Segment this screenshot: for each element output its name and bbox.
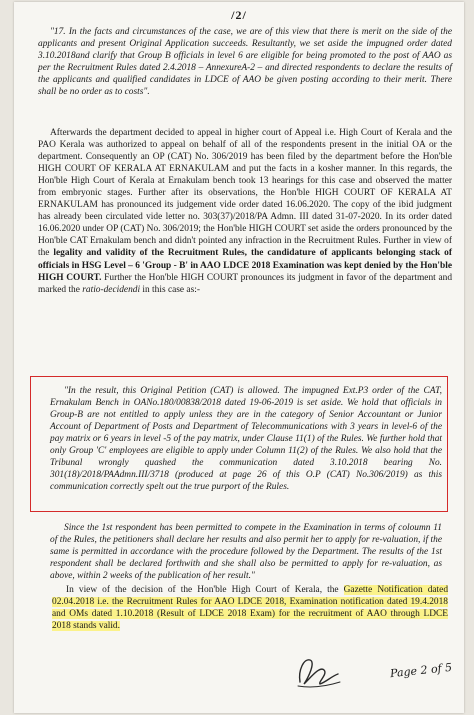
conclusion-plain: In view of the decision of the Hon'ble High Court of Kerala, the (66, 585, 339, 595)
appeal-text-a: Afterwards the department decided to appeal in higher court of Appeal i.e. High Court of Kerala and the PAO Kerala was authorized to appeal on behalf of all of the respondents present in the initial OA or the department. Consequently an OP (CAT) No. 306/2019 has been filed by the department before the Hon'ble HIGH COURT OF KERALA AT ERNAKULAM and put the facts in a kosher manner. In this regards, the Hon'ble High Court of Kerala at Ernakulam bench took 13 hearings for this case and observed the matter from embryonic stages. Further after its observations, the Hon'ble HIGH COURT OF KERALA AT ERNAKULAM has pronounced its judgement vide order dated 16.06.2020. The copy of the ibid judgment has already been circulated vide letter no. 303(37)/2018/PA Admn. III dated 31-07-2020. In its order dated 16.06.2020 under OP (CAT) No. 306/2019; the Hon'ble HIGH COURT set aside the orders pronounced by the Hon'ble CAT Ernakulam bench and didn't pointed any infraction in the Recruitment Rules. Further in view of the (38, 128, 452, 259)
page-header-number: /2/ (231, 8, 247, 22)
page-footer-number: Page 2 of 5 (389, 660, 453, 681)
appeal-text-ratio: ratio-decidendi (82, 284, 141, 295)
appeal-text-bold: legality and validity of the Recruitment Rules, the candidature of applicants belonging stack of officials in HSG Level – 6 'Group - B' in AAO LDCE 2018 Examination was kept denied by the Hon'ble HIGH COURT. (38, 248, 452, 283)
quoted-judgment: "In the result, this Original Petition (CAT) is allowed. The impugned Ext.P3 order of the CAT, Ernakulam Bench in OANo.180/00838/2018 dated 19-06-2019 is set aside. We hold that officials in Group-B are not entitled to apply unless they are in the category of Senior Accountant or Junior Account of Department of Posts and Department of Telecommunications with 3 years in level-6 of the pay matrix or 6 years in level -5 of the pay matrix, under Clause 11(1) of the Rules. We further hold that only Group 'C' employees are eligible to apply under Column 11(2) of the Rules. We also hold that the Tribunal wrongly quashed the communication dated 3.10.2018 bearing No. 301(18)/2018/PAAdmn.III/3718 (produced at page 26 of this O.P (CAT) No.306/2019) as this communication correctly spelt out the true purport of the Rules. (50, 386, 442, 493)
document-page (14, 2, 464, 713)
appeal-text-b: Further the Hon'ble HIGH COURT pronounces its judgment in favor of the department and marked the (38, 272, 453, 295)
conclusion-highlighted: Gazette Notification dated 02.04.2018 i.e. the Recruitment Rules for AAO LDCE 2018, Examination notification dated 19.4.2018 and OMs dated 1.10.2018 (Result of LDCE 2018 Exam) for the recruitment of AAO through LDCE 2018 stands valid. (52, 585, 449, 632)
handwritten-signature-icon (290, 652, 346, 692)
appeal-text-d: in this case as:- (142, 284, 200, 295)
paragraph-conclusion (52, 584, 448, 632)
paragraph-tribunal-order: "17. In the facts and circumstances of the case, we are of this view that there is merit on the side of the applicants and present Original Application succeeds. Resultantly, we set aside the impugned order dated 3.10.2018and clarify that Group B officials in level 6 are eligible for being promoted to the post of AAO as per the Recruitment Rules dated 2.4.2018 – AnnexureA-2 – and directed respondents to declare the results of the applicants and qualified candidates in LDCE of AAO be given posting according to their merit. There shall be no order as to costs". (38, 27, 452, 98)
paragraph-high-court-appeal (38, 127, 452, 296)
paragraph-respondent: Since the 1st respondent has been permitted to compete in the Examination in terms of coloumn 11 of the Rules, the petitioners shall declare her results and also permit her to apply for re-valuation, if the same is permitted in accordance with the procedure followed by the Department. The results of the 1st respondent shall be declared forthwith and she shall also be permitted to apply for re-valuation, as above, within 2 weeks of the publication of her result." (50, 523, 442, 582)
